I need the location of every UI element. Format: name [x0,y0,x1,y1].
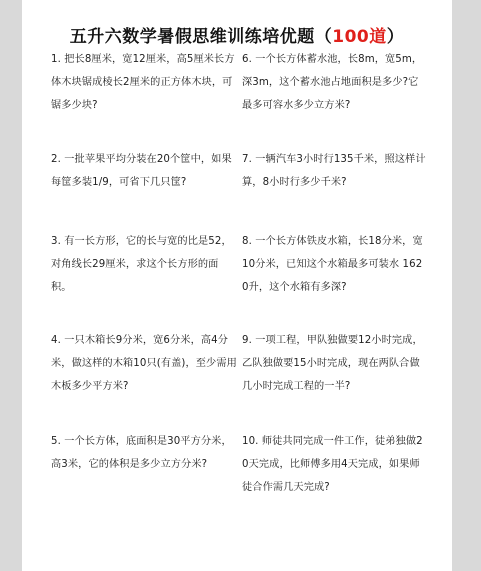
title-count: 100道 [332,27,387,47]
problem-1: 1. 把长8厘米，宽12厘米，高5厘米长方体木块锯成棱长2厘米的正方体木块，可锯多少块? [51,54,235,111]
problem-2: 2. 一批苹果平均分装在20个筐中，如果每筐多装1/9，可省下几只筐? [51,154,232,188]
problem-3: 3. 有一长方形，它的长与宽的比是52，对角线长29厘米，求这个长方形的面积。 [51,236,232,293]
problem-5: 5. 一个长方体，底面积是30平方分米，高3米，它的体积是多少立方分米? [51,436,232,470]
page-title [22,22,452,47]
problem-8: 8. 一个长方体铁皮水箱，长18分米，宽10分米，已知这个水箱最多可装水 1620升，这个水箱有多深? [242,236,423,293]
title-paren-close: ） [386,27,405,47]
problem-10: 10. 师徒共同完成一件工作，徒弟独做20天完成，比师傅多用4天完成，如果师徒合作需几天完成? [242,436,423,493]
document-page [22,0,452,571]
problem-4: 4. 一只木箱长9分米，宽6分米，高4分米，做这样的木箱10只(有盖)，至少需用木板多少平方米? [51,335,237,392]
problem-7: 7. 一辆汽车3小时行135千米，照这样计算，8小时行多少千米? [242,154,426,188]
title-paren-open: （ [314,27,333,47]
problem-6: 6. 一个长方体蓄水池，长8m，宽5m，深3m，这个蓄水池占地面积是多少?它最多可容水多少立方米? [242,54,423,111]
problem-9: 9. 一项工程，甲队独做要12小时完成，乙队独做要15小时完成，现在两队合做几小时完成工程的一半? [242,335,423,392]
title-main: 五升六数学暑假思维训练培优题 [69,27,315,47]
